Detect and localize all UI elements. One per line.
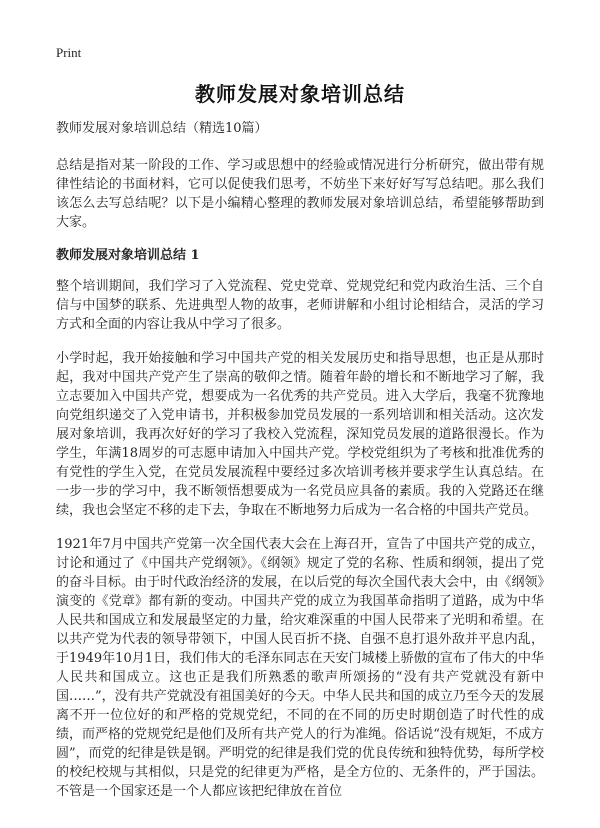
paragraph: 1921年7月中国共产党第一次全国代表大会在上海召开，宣告了中国共产党的成立，讨论和通过了《中国共产党纲领》。《纲领》规定了党的名称、性质和纲领，提出了党的奋斗目标。由于时代政治经济的发展，在以后党的每次全国代表大会中，由《纲领》演变的《党章》都有新的变动。中国共产党的成立为我国革命指明了道路，成为中华人民共和国成立和发展最坚定的力量，给灾难深重的中国人民带来了光明和希望。在以共产党为代表的领导带领下，中国人民百折不挠、自强不息打退外敌并平息内乱，于1949年10月1日，我们伟大的毛泽东同志在天安门城楼上骄傲的宣布了伟大的中华人民共和国成立。这也正是我们所熟悉的歌声所颂扬的“没有共产党就没有新中国……”，没有共产党就没有祖国美好的今天。中华人民共和国的成立乃至今天的发展离不开一位位好的和严格的党规党纪，不同的在不同的历史时期创造了时代性的成绩，而严格的党规党纪是他们及所有共产党人的行为准绳。俗话说“没有规矩，不成方圆”，而党的纪律是铁是钢。严明党的纪律是我们党的优良传统和独特优势，每所学校的校纪校规与其相似，只是党的纪律更为严格，是全方位的、无条件的，严于国法。不管是一个国家还是一个人都应该把纪律放在首位 <box>56 537 544 799</box>
document-subtitle: 教师发展对象培训总结（精选10篇） <box>56 121 268 136</box>
print-link[interactable]: Print <box>56 45 82 60</box>
page-title: 教师发展对象培训总结 <box>195 82 405 106</box>
paragraph: 整个培训期间，我们学习了入党流程、党史党章、党规党纪和党内政治生活、三个自信与中国梦的联系、先进典型人物的故事，老师讲解和小组讨论相结合，灵活的学习方式和全面的内容让我从中学习了很多。 <box>56 279 544 332</box>
paragraph: 小学时起，我开始接触和学习中国共产党的相关发展历史和指导思想，也正是从那时起，我对中国共产党产生了崇高的敬仰之情。随着年龄的增长和不断地学习了解，我立志要加入中国共产党，想要成为一名优秀的共产党员。进入大学后，我毫不犹豫地向党组织递交了入党申请书，并积极参加党员发展的一系列培训和相关活动。这次发展对象培训，我再次好好的学习了我校入党流程，深知党员发展的道路很漫长。作为学生，年满18周岁的可志愿申请加入中国共产党。学校党组织为了考核和批准优秀的有党性的学生入党，在党员发展流程中要经过多次培训考核并要求学生认真总结。在一步一步的学习中，我不断领悟想要成为一名党员应具备的素质。我的入党路还在继续，我也会坚定不移的走下去，争取在不断地努力后成为一名合格的中国共产党员。 <box>56 351 544 518</box>
section-heading: 教师发展对象培训总结 1 <box>56 248 200 263</box>
document-body <box>56 120 544 816</box>
intro-paragraph: 总结是指对某一阶段的工作、学习或思想中的经验或情况进行分析研究，做出带有规律性结论的书面材料，它可以促使我们思考，不妨坐下来好好写写总结吧。那么我们该怎么去写总结呢？以下是小编精心整理的教师发展对象培训总结，希望能够帮助到大家。 <box>56 158 544 230</box>
